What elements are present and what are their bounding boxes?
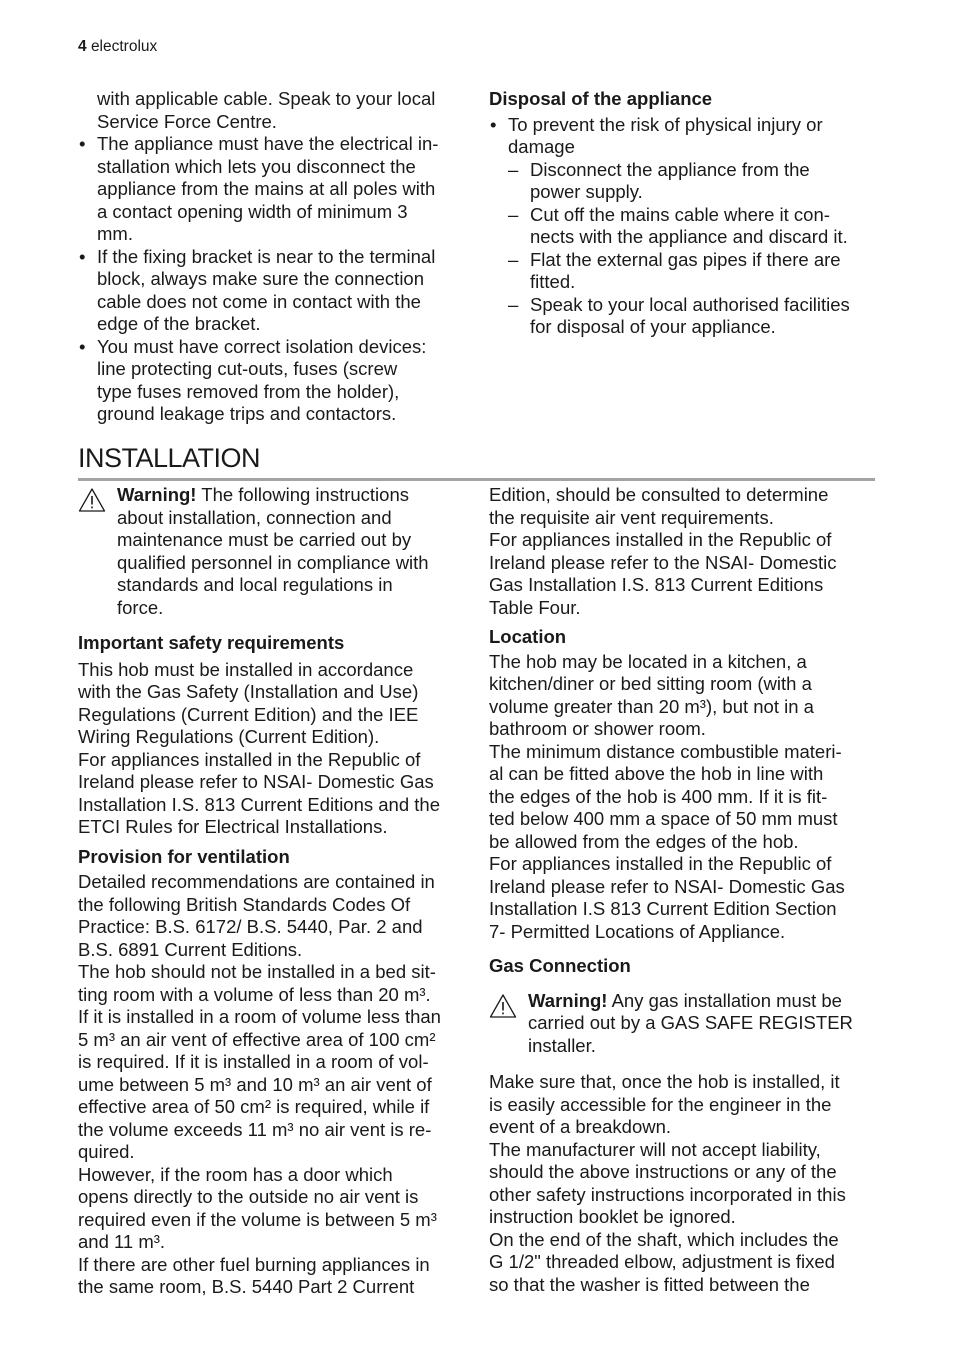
text-line: be allowed from the edges of the hob. <box>489 830 799 852</box>
text-line: with applicable cable. Speak to your local <box>97 88 436 109</box>
installation-left-column <box>78 484 468 1299</box>
safety-heading: Important safety requirements <box>78 632 345 653</box>
text-line: the requisite air vent requirements. <box>489 506 774 528</box>
gas-connection-heading: Gas Connection <box>489 955 631 976</box>
text-line: Ireland please refer to NSAI- Domestic Gas <box>78 771 434 792</box>
location-text <box>489 651 879 944</box>
text-line: 5 m³ an air vent of effective area of 100 cm² <box>78 1028 436 1050</box>
text-line: for disposal of your appliance. <box>530 316 776 337</box>
text-line: opens directly to the outside no air vent is <box>78 1186 419 1207</box>
text-line: Detailed recommendations are contained in <box>78 871 435 892</box>
text-line: al can be fitted above the hob in line with <box>489 763 824 784</box>
text-line: Installation I.S 813 Current Edition Section <box>489 898 837 919</box>
text-line: and 11 m³. <box>78 1231 166 1252</box>
text-line: Wiring Regulations (Current Edition). <box>78 726 380 747</box>
text-line: G 1/2" threaded elbow, adjustment is fixed <box>489 1251 835 1272</box>
text-line: ted below 400 mm a space of 50 mm must <box>489 808 838 829</box>
text-line: bathroom or shower room. <box>489 718 706 739</box>
text-line: type fuses removed from the holder), <box>97 380 400 402</box>
text-line: Table Four. <box>489 596 581 618</box>
text-line: volume greater than 20 m³), but not in a <box>489 695 814 717</box>
text-line: Practice: B.S. 6172/ B.S. 5440, Par. 2 and <box>78 916 423 937</box>
text-line: Regulations (Current Edition) and the IEE <box>78 703 419 725</box>
disposal-heading: Disposal of the appliance <box>489 88 713 109</box>
bullet-item <box>489 114 879 159</box>
text-line: standards and local regulations in <box>117 574 393 595</box>
text-line: force. <box>117 596 164 618</box>
warning-label: Warning! <box>117 484 197 505</box>
section-title: INSTALLATION <box>78 443 261 473</box>
text-line: should the above instructions or any of the <box>489 1161 837 1182</box>
text-line: For appliances installed in the Republic of <box>78 748 421 770</box>
text-line: – Disconnect the appliance from the <box>530 158 810 180</box>
bullet-item <box>78 246 468 336</box>
text-line: the same room, B.S. 5440 Part 2 Current <box>78 1276 415 1297</box>
dash-item <box>489 204 879 249</box>
section-divider <box>78 478 875 481</box>
text-line: maintenance must be carried out by <box>117 529 412 550</box>
text-line: carried out by a GAS SAFE REGISTER <box>528 1012 853 1033</box>
text-line: For appliances installed in the Republic of <box>489 853 832 874</box>
dash-item <box>489 249 879 294</box>
text-line: installer. <box>528 1034 596 1056</box>
text-line: This hob must be installed in accordance <box>78 658 414 680</box>
text-line: other safety instructions incorporated in this <box>489 1183 846 1205</box>
bullet-item <box>78 336 468 426</box>
text-line: • The appliance must have the electrical in- <box>97 133 439 154</box>
text-line: is required. If it is installed in a room of vol- <box>78 1051 429 1072</box>
text-line: For appliances installed in the Republic of <box>489 529 832 550</box>
text-line: Installation I.S. 813 Current Editions and the <box>78 793 440 815</box>
installation-right-column <box>489 484 879 1296</box>
text-line: 7- Permitted Locations of Appliance. <box>489 920 786 942</box>
text-line: so that the washer is fitted between the <box>489 1273 810 1295</box>
disposal-section <box>489 88 879 339</box>
text-line: event of a breakdown. <box>489 1116 672 1137</box>
warning-label: Warning! <box>528 989 608 1011</box>
continuation-text <box>78 88 468 133</box>
text-line: qualified personnel in compliance with <box>117 551 429 573</box>
text-line: quired. <box>78 1141 135 1162</box>
text-line: ground leakage trips and contactors. <box>97 403 397 424</box>
text-line: damage <box>508 136 575 157</box>
text-line: effective area of 50 cm² is required, while if <box>78 1096 430 1117</box>
text-line: instruction booklet be ignored. <box>489 1206 736 1227</box>
text-line: • If the fixing bracket is near to the terminal <box>97 245 436 267</box>
text-line: nects with the appliance and discard it. <box>530 226 848 247</box>
warning-text: Any gas installation must be <box>607 989 842 1011</box>
page-header <box>78 37 157 57</box>
text-line: On the end of the shaft, which includes the <box>489 1228 839 1250</box>
text-line: ting room with a volume of less than 20 m³. <box>78 983 431 1005</box>
text-line: The minimum distance combustible materi- <box>489 740 842 762</box>
text-line: power supply. <box>530 181 643 202</box>
text-line: fitted. <box>530 271 576 292</box>
text-line <box>528 990 879 1013</box>
ventilation-heading: Provision for ventilation <box>78 845 290 867</box>
bullet-item <box>78 133 468 246</box>
warning-triangle-icon <box>78 487 106 513</box>
text-line: The manufacturer will not accept liability, <box>489 1138 821 1160</box>
text-line: kitchen/diner or bed sitting room (with a <box>489 673 812 694</box>
text-line: Edition, should be consulted to determine <box>489 484 829 505</box>
text-line: If it is installed in a room of volume less than <box>78 1006 441 1027</box>
text-line: Make sure that, once the hob is installed, it <box>489 1071 840 1092</box>
dash-item <box>489 294 879 339</box>
text-line: mm. <box>97 223 133 244</box>
text-line: – Flat the external gas pipes if there are <box>530 248 841 270</box>
text-line: a contact opening width of minimum 3 <box>97 200 408 222</box>
ventilation-text-continued <box>489 484 879 619</box>
text-line: ETCI Rules for Electrical Installations. <box>78 816 388 837</box>
text-line: • You must have correct isolation devices: <box>97 335 427 357</box>
warning-block <box>78 484 468 619</box>
text-line: The hob may be located in a kitchen, a <box>489 650 807 672</box>
text-line: the volume exceeds 11 m³ no air vent is re- <box>78 1118 432 1140</box>
text-line: B.S. 6891 Current Editions. <box>78 938 303 960</box>
warning-text: The following instructions <box>196 484 409 505</box>
text-line: Gas Installation I.S. 813 Current Editions <box>489 574 824 595</box>
brand-name: electrolux <box>90 38 158 55</box>
dash-item <box>489 159 879 204</box>
text-line: the following British Standards Codes Of <box>78 893 411 915</box>
warning-block <box>489 990 879 1058</box>
text-line: required even if the volume is between 5 m³ <box>78 1208 437 1230</box>
text-line: If there are other fuel burning appliances in <box>78 1253 430 1275</box>
text-line: Service Force Centre. <box>97 110 277 132</box>
warning-triangle-icon <box>489 993 517 1019</box>
text-line: the edges of the hob is 400 mm. If it is fit- <box>489 785 828 807</box>
text-line: Ireland please refer to NSAI- Domestic Gas <box>489 875 845 897</box>
text-line: block, always make sure the connection <box>97 268 425 289</box>
text-line: ume between 5 m³ and 10 m³ an air vent of <box>78 1073 432 1095</box>
gas-connection-text <box>489 1071 879 1296</box>
text-line: cable does not come in contact with the <box>97 290 421 312</box>
text-line: appliance from the mains at all poles with <box>97 178 436 199</box>
text-line: Ireland please refer to the NSAI- Domestic <box>489 551 837 573</box>
text-line: about installation, connection and <box>117 506 392 528</box>
text-line: • To prevent the risk of physical injury or <box>508 113 823 135</box>
page-number: 4 <box>78 38 87 55</box>
text-line: stallation which lets you disconnect the <box>97 155 416 177</box>
ventilation-text <box>78 871 468 1299</box>
text-line: is easily accessible for the engineer in the <box>489 1093 832 1115</box>
text-line: line protecting cut-outs, fuses (screw <box>97 358 398 379</box>
text-line: However, if the room has a door which <box>78 1163 393 1185</box>
text-line: – Cut off the mains cable where it con- <box>530 203 830 225</box>
text-line: with the Gas Safety (Installation and Use) <box>78 681 419 702</box>
text-line: – Speak to your local authorised facilities <box>530 293 850 315</box>
text-line <box>117 484 468 507</box>
text-line: edge of the bracket. <box>97 313 261 334</box>
location-heading: Location <box>489 626 567 647</box>
text-line: The hob should not be installed in a bed sit- <box>78 961 436 982</box>
electrical-notes <box>78 88 468 426</box>
safety-text <box>78 659 468 839</box>
